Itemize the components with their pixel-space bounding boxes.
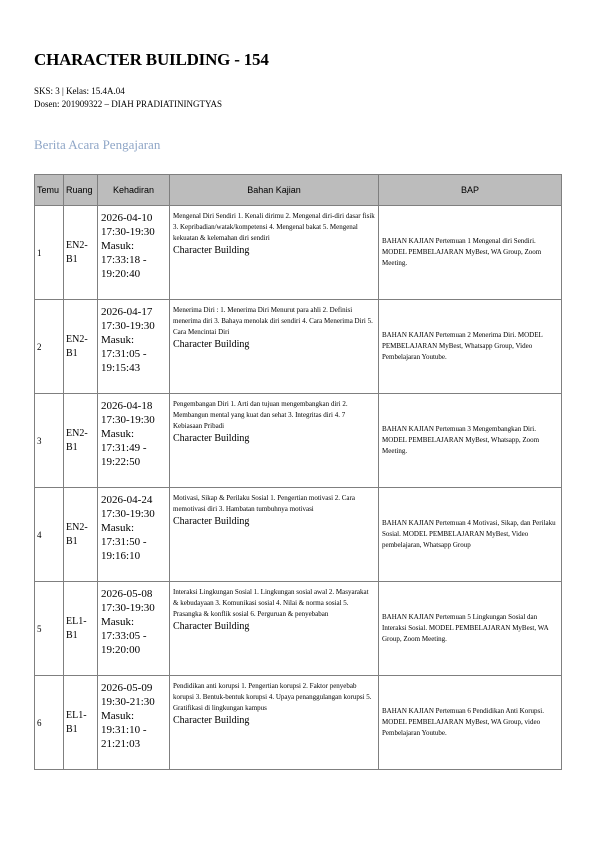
meeting-time: 17:30-19:30	[101, 602, 155, 614]
masuk-label: Masuk:	[101, 522, 134, 534]
header-temu: Temu	[35, 175, 64, 206]
meeting-number: 2	[35, 300, 64, 394]
meeting-date: 2026-04-17	[101, 306, 153, 318]
bahan-kajian-text: Pengembangan Diri 1. Arti dan tujuan mengembangkan diri 2. Membangun mental yang kuat dan sehat 3. Integritas diri 4. 7 Kebiasaan Pribadi	[173, 400, 348, 430]
table-row	[35, 300, 562, 394]
meeting-number: 1	[35, 206, 64, 300]
table-row	[35, 488, 562, 582]
meeting-date: 2026-04-10	[101, 212, 153, 224]
course-meta-dosen: Dosen: 201909322 – DIAH PRADIATININGTYAS	[34, 99, 222, 109]
bahan-kajian-text: Mengenal Diri Sendiri 1. Kenali dirimu 2. Mengenal diri-diri dasar fisik 3. Kepribadian/watak/kompetensi 4. Mengenal bakat 5. Mengenal kekuatan & kelemahan diri sendiri	[173, 212, 375, 242]
masuk-time: 17:31:05 - 19:15:43	[101, 348, 147, 374]
header-bap: BAP	[379, 175, 562, 206]
room: EN2-B1	[64, 206, 98, 300]
room: EL1-B1	[64, 582, 98, 676]
course-name: Character Building	[173, 516, 250, 527]
masuk-label: Masuk:	[101, 334, 134, 346]
room: EN2-B1	[64, 488, 98, 582]
attendance-cell	[98, 394, 170, 488]
attendance-cell	[98, 582, 170, 676]
bahan-kajian-text: Menerima Diri : 1. Menerima Diri Menurut para ahli 2. Definisi menerima diri 3. Bahaya menolak diri sendiri 4. Cara Menerima Diri 5. Cara Mencintai Diri	[173, 306, 373, 336]
course-name: Character Building	[173, 339, 250, 350]
bap-text: BAHAN KAJIAN Pertemuan 1 Mengenal diri Sendiri. MODEL PEMBELAJARAN MyBest, WA Group, Zoom Meeting.	[379, 206, 562, 300]
table-header-row	[35, 175, 562, 206]
masuk-label: Masuk:	[101, 240, 134, 252]
attendance-cell	[98, 300, 170, 394]
meeting-date: 2026-05-09	[101, 682, 153, 694]
bap-text: BAHAN KAJIAN Pertemuan 6 Pendidikan Anti Korupsi. MODEL PEMBELAJARAN MyBest, WA Group, video Pembelajaran Youtube.	[379, 676, 562, 770]
bap-text: BAHAN KAJIAN Pertemuan 5 Lingkungan Sosial dan Interaksi Sosial. MODEL PEMBELAJARAN MyBest, WA Group, Zoom Meeting.	[379, 582, 562, 676]
table-row	[35, 394, 562, 488]
table-row	[35, 582, 562, 676]
bahan-kajian-cell	[170, 582, 379, 676]
course-name: Character Building	[173, 245, 250, 256]
section-title: Berita Acara Pengajaran	[34, 137, 161, 152]
room: EN2-B1	[64, 300, 98, 394]
room: EL1-B1	[64, 676, 98, 770]
meeting-number: 5	[35, 582, 64, 676]
masuk-time: 17:31:49 - 19:22:50	[101, 442, 147, 468]
bahan-kajian-text: Interaksi Lingkungan Sosial 1. Lingkungan sosial awal 2. Masyarakat & kebudayaan 3. Komunikasi sosial 4. Nilai & norma sosial 5. Prasangka & konflik sosial 6. Perguruan & penyebaban	[173, 588, 369, 618]
header-bahan-kajian: Bahan Kajian	[170, 175, 379, 206]
meeting-number: 6	[35, 676, 64, 770]
bahan-kajian-cell	[170, 488, 379, 582]
bahan-kajian-text: Motivasi, Sikap & Perilaku Sosial 1. Pengertian motivasi 2. Cara memotivasi diri 3. Hambatan tumbuhnya motivasi	[173, 494, 355, 513]
meeting-number: 3	[35, 394, 64, 488]
meeting-number: 4	[35, 488, 64, 582]
masuk-time: 19:31:10 - 21:21:03	[101, 724, 147, 750]
masuk-time: 17:33:05 - 19:20:00	[101, 630, 147, 656]
meeting-time: 17:30-19:30	[101, 414, 155, 426]
bahan-kajian-cell	[170, 300, 379, 394]
page-title: CHARACTER BUILDING - 154	[34, 50, 269, 69]
attendance-cell	[98, 676, 170, 770]
table-row	[35, 676, 562, 770]
masuk-time: 17:33:18 - 19:20:40	[101, 254, 147, 280]
bahan-kajian-text: Pendidikan anti korupsi 1. Pengertian korupsi 2. Faktor penyebab korupsi 3. Bentuk-bentuk korupsi 4. Upaya penanggulangan korupsi 5. Gratifikasi di lingkungan kampus	[173, 682, 372, 712]
bahan-kajian-cell	[170, 206, 379, 300]
course-name: Character Building	[173, 715, 250, 726]
attendance-cell	[98, 488, 170, 582]
table-row	[35, 206, 562, 300]
bap-text: BAHAN KAJIAN Pertemuan 3 Mengembangkan Diri. MODEL PEMBELAJARAN MyBest, Whatsapp, Zoom Meeting.	[379, 394, 562, 488]
meeting-date: 2026-04-18	[101, 400, 153, 412]
meeting-time: 19:30-21:30	[101, 696, 155, 708]
course-meta-sks-kelas: SKS: 3 | Kelas: 15.4A.04	[34, 86, 125, 96]
bahan-kajian-cell	[170, 394, 379, 488]
bahan-kajian-cell	[170, 676, 379, 770]
masuk-label: Masuk:	[101, 710, 134, 722]
course-name: Character Building	[173, 621, 250, 632]
attendance-cell	[98, 206, 170, 300]
course-name: Character Building	[173, 433, 250, 444]
header-kehadiran: Kehadiran	[98, 175, 170, 206]
masuk-label: Masuk:	[101, 428, 134, 440]
meeting-time: 17:30-19:30	[101, 508, 155, 520]
meeting-date: 2026-05-08	[101, 588, 153, 600]
attendance-table	[34, 174, 562, 770]
meeting-date: 2026-04-24	[101, 494, 153, 506]
bap-text: BAHAN KAJIAN Pertemuan 4 Motivasi, Sikap, dan Perilaku Sosial. MODEL PEMBELAJARAN MyBest, Video pembelajaran, Whatsapp Group	[379, 488, 562, 582]
header-ruang: Ruang	[64, 175, 98, 206]
masuk-time: 17:31:50 - 19:16:10	[101, 536, 147, 562]
room: EN2-B1	[64, 394, 98, 488]
meeting-time: 17:30-19:30	[101, 226, 155, 238]
bap-text: BAHAN KAJIAN Pertemuan 2 Menerima Diri. MODEL PEMBELAJARAN MyBest, Whatsapp Group, Video Pembelajaran Youtube.	[379, 300, 562, 394]
masuk-label: Masuk:	[101, 616, 134, 628]
meeting-time: 17:30-19:30	[101, 320, 155, 332]
